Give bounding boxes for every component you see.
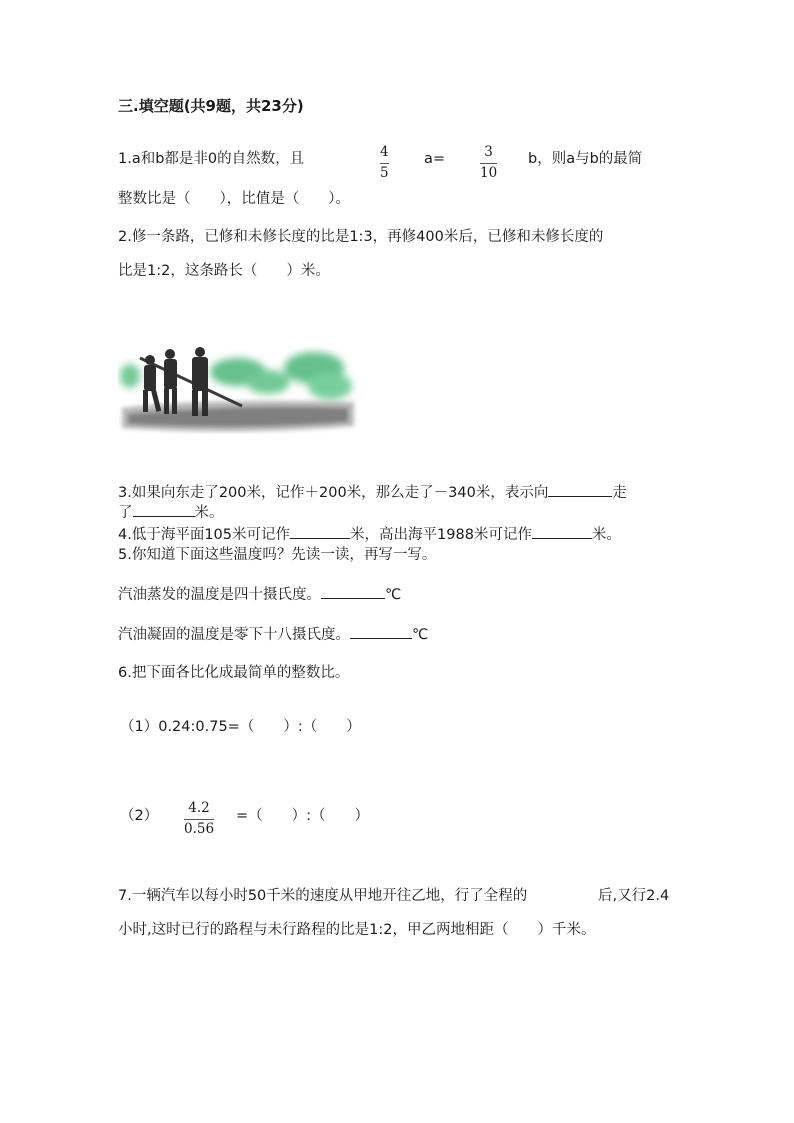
question-3-line-1 xyxy=(118,484,627,501)
question-7-line-1-suffix: 后,又行2.4 xyxy=(598,888,670,904)
question-1-line-2: 整数比是（ ），比值是（ ）。 xyxy=(118,191,350,207)
fraction-numerator: 4 xyxy=(380,144,389,160)
question-1-prefix: 1.a和b都是非0的自然数，且 xyxy=(118,151,305,167)
question-6-item-2-label: （2） xyxy=(120,808,159,824)
fraction-denominator: 10 xyxy=(480,164,498,181)
question-4 xyxy=(118,526,621,543)
answer-blank[interactable] xyxy=(321,586,385,599)
question-5-line: 5.你知道下面这些温度吗？先读一读，再写一写。 xyxy=(118,547,437,563)
fraction-3-10 xyxy=(480,146,497,180)
celsius-unit: ℃ xyxy=(412,627,429,643)
fraction-denominator: 5 xyxy=(380,164,389,181)
section-title: 三.填空题(共9题，共23分) xyxy=(118,97,304,115)
celsius-unit: ℃ xyxy=(385,587,402,603)
question-6-line: 6.把下面各比化成最简单的整数比。 xyxy=(118,665,350,681)
answer-blank[interactable] xyxy=(290,526,350,539)
fraction-bar xyxy=(380,163,389,164)
answer-blank[interactable] xyxy=(350,626,412,639)
question-2-line-1: 2.修一条路，已修和未修长度的比是1:3，再修400米后，已修和未修长度的 xyxy=(118,229,604,245)
question-5-text: 汽油凝固的温度是零下十八摄氏度。 xyxy=(118,627,350,643)
question-1-a-equals: a= xyxy=(424,151,446,167)
fraction-numerator: 4.2 xyxy=(188,800,210,816)
answer-blank[interactable] xyxy=(133,504,195,517)
question-2-line-2: 比是1:2，这条路长（ ）米。 xyxy=(118,263,330,279)
question-5-item-1 xyxy=(118,586,401,603)
answer-blank[interactable] xyxy=(548,484,612,497)
question-4-text: 米。 xyxy=(591,527,621,543)
question-6-item-1: （1）0.24:0.75=（ ）:（ ） xyxy=(120,719,361,735)
road-workers-illustration xyxy=(118,342,358,434)
fraction-4-2-over-0-56 xyxy=(184,802,214,836)
question-3-text: 米。 xyxy=(194,505,224,521)
fraction-numerator: 3 xyxy=(484,144,493,160)
fraction-4-5 xyxy=(380,146,389,180)
answer-blank[interactable] xyxy=(532,526,592,539)
question-1-suffix: b，则a与b的最简 xyxy=(528,151,643,167)
question-3-text: 走 xyxy=(612,485,627,501)
question-3-text: 3.如果向东走了200米，记作＋200米，那么走了－340米，表示向 xyxy=(118,485,549,501)
question-6-item-2-rest: =（ ）:（ ） xyxy=(236,808,370,824)
question-4-text: 米，高出海平1988米可记作 xyxy=(350,527,532,543)
question-7-line-2: 小时,这时已行的路程与未行路程的比是1:2，甲乙两地相距（ ）千米。 xyxy=(118,922,596,938)
fraction-bar xyxy=(480,163,497,164)
question-4-text: 4.低于海平面105米可记作 xyxy=(118,527,291,543)
question-3-text: 了 xyxy=(118,505,133,521)
fraction-denominator: 0.56 xyxy=(184,820,215,837)
question-5-item-2 xyxy=(118,626,428,643)
fraction-bar xyxy=(184,819,214,820)
question-3-line-2 xyxy=(118,504,224,521)
question-5-text: 汽油蒸发的温度是四十摄氏度。 xyxy=(118,587,321,603)
question-7-line-1-prefix: 7.一辆汽车以每小时50千米的速度从甲地开往乙地，行了全程的 xyxy=(118,888,528,904)
